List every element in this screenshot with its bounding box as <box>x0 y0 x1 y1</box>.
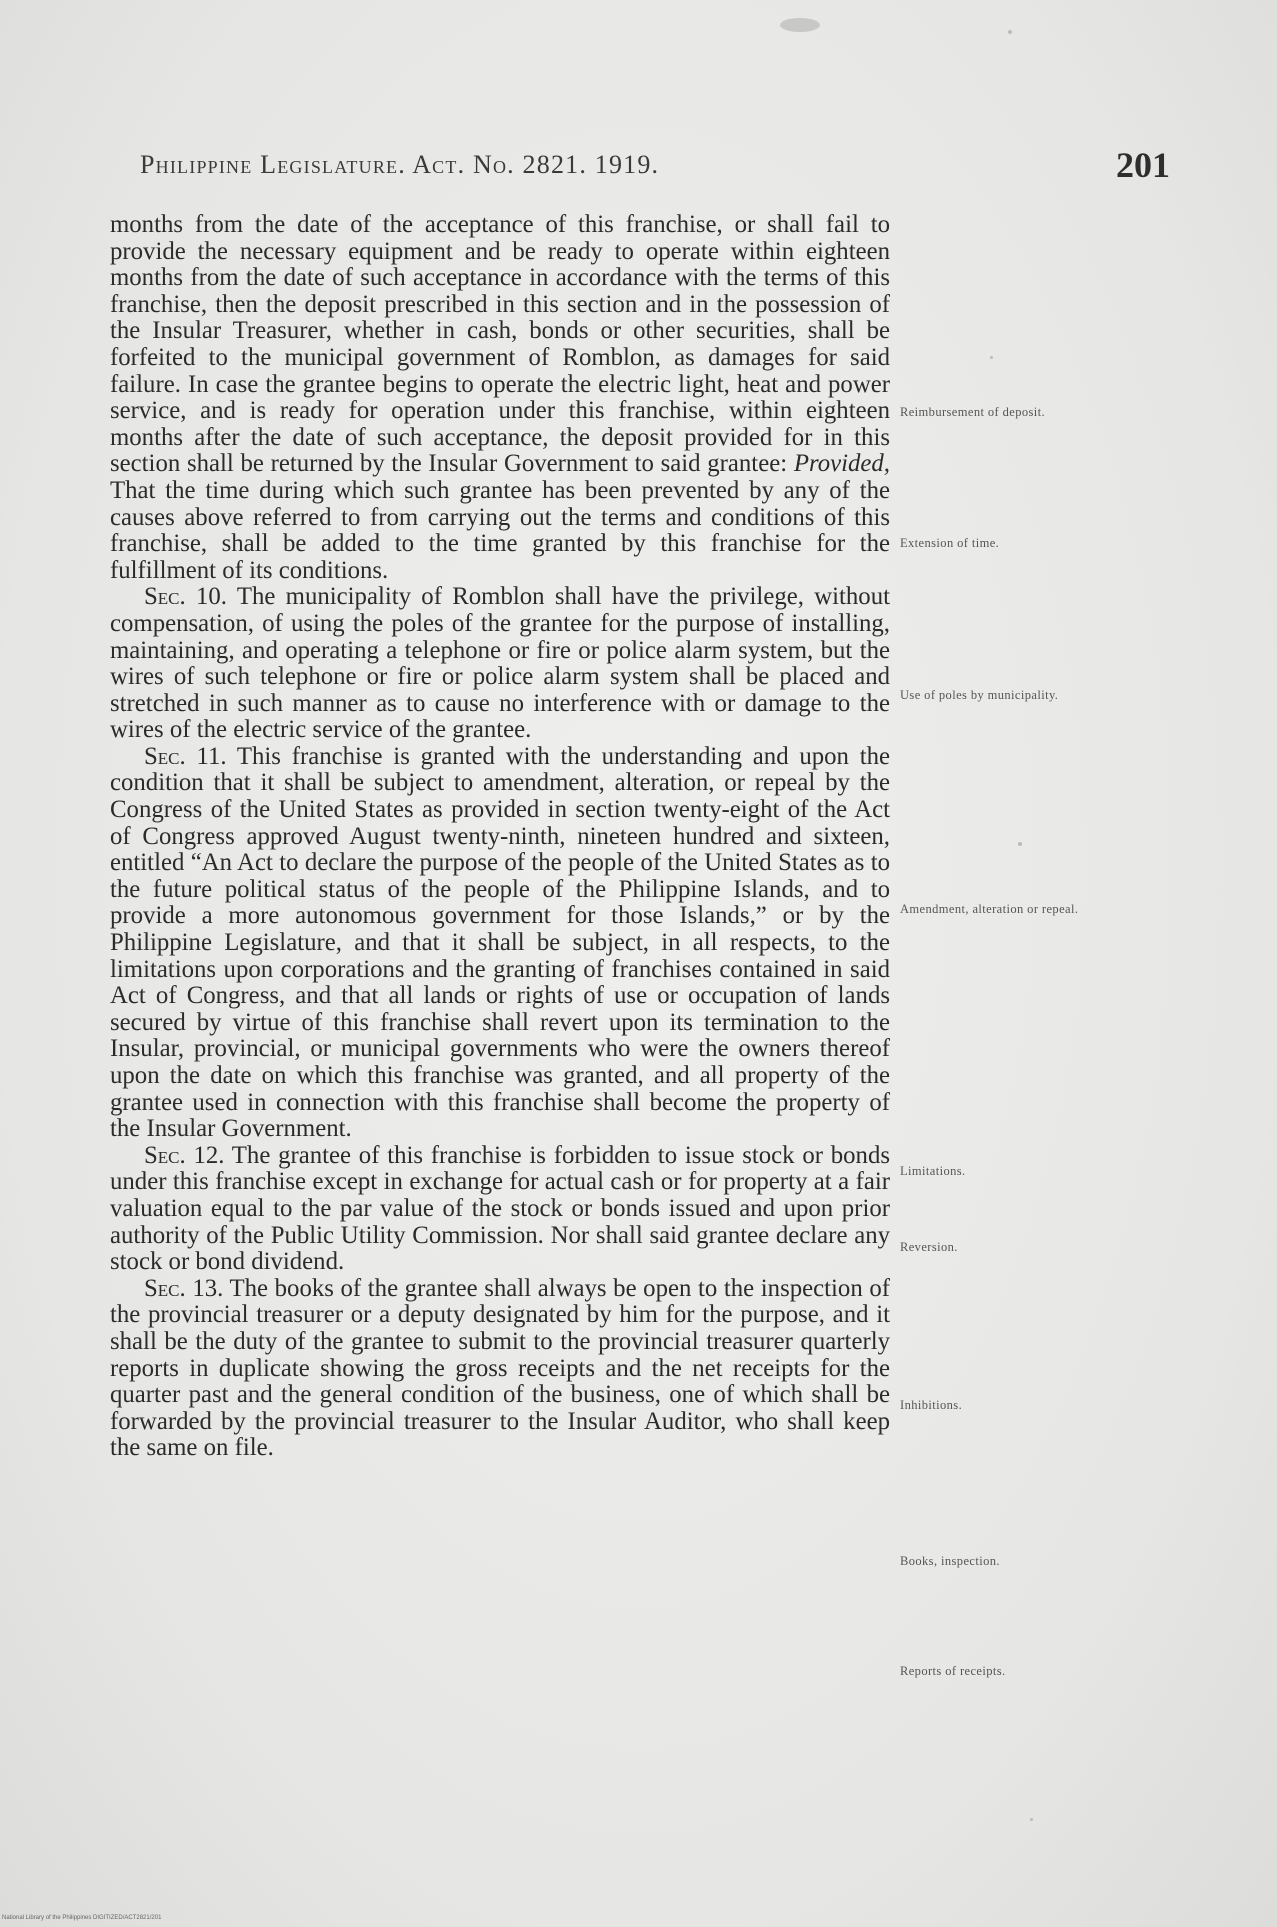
body-text <box>110 212 890 1462</box>
paragraph-text: months from the date of the acceptance of this franchise, or shall fail to provide the necessary equipment and be ready to operate within eighteen months from the date of such acceptance in accordance with the terms of this franchise, then the deposit prescribed in this section and in the possession of the Insular Treasurer, whether in cash, bonds or other securities, shall be forfeited to the municipal government of Romblon, as damages for said failure. In case the grantee begins to operate the electric light, heat and power service, and is ready for operation under this franchise, within eighteen months after the date of such acceptance, the deposit provided for in this section shall be returned by the Insular Government to said grantee: <box>110 211 890 478</box>
margin-note-reports: Reports of receipts. <box>900 1664 1006 1678</box>
margin-note-amendment: Amendment, alteration or repeal. <box>900 902 1079 916</box>
section-11 <box>110 744 890 1143</box>
paragraph-text: That the time during which such grantee has been prevented by any of the causes above referred to from carrying out the terms and conditions of this franchise, shall be added to the time granted by this franchise for the fulfillment of its conditions. <box>110 476 890 584</box>
proviso-word: Provided, <box>793 450 891 478</box>
scan-speck <box>1030 1818 1033 1821</box>
section-text: The books of the grantee shall always be open to the inspection of the provincial treasurer or a deputy designated by him for the purpose, and it shall be the duty of the grantee to submit to the provincial treasurer quarterly reports in duplicate showing the gross receipts and the net receipts for the quarter past and the general condition of the business, one of which shall be forwarded by the provincial treasurer to the Insular Auditor, who shall keep the same on file. <box>110 1274 890 1462</box>
running-head: Philippine Legislature. Act. No. 2821. 1919. <box>140 150 660 179</box>
section-label: Sec. 13. <box>144 1274 224 1302</box>
section-label: Sec. 11. <box>144 742 227 770</box>
scan-speck <box>1008 30 1012 34</box>
section-text: The grantee of this franchise is forbidden to issue stock or bonds under this franchise except in exchange for actual cash or for property at a fair valuation equal to the par value of the stock or bonds issued and upon prior authority of the Public Utility Commission. Nor shall said grantee declare any stock or bond dividend. <box>110 1141 890 1276</box>
section-label: Sec. 10. <box>144 583 227 611</box>
section-13 <box>110 1276 890 1462</box>
margin-note-limitations: Limitations. <box>900 1164 966 1178</box>
page-header <box>140 145 1170 190</box>
scan-speck <box>990 356 993 359</box>
section-10 <box>110 584 890 744</box>
page-number: 201 <box>1116 145 1170 185</box>
scan-speck <box>1018 842 1022 846</box>
margin-note-inhibitions: Inhibitions. <box>900 1398 963 1412</box>
scan-footer: National Library of the Philippines DIGITIZED/ACT2821/201 <box>2 1915 162 1921</box>
margin-note-extension: Extension of time. <box>900 536 1000 550</box>
margin-note-use-of-poles: Use of poles by municipality. <box>900 688 1059 702</box>
section-12 <box>110 1143 890 1276</box>
margin-note-reimbursement: Reimbursement of deposit. <box>900 405 1046 419</box>
section-text: The municipality of Romblon shall have the privilege, without compensation, of using the poles of the grantee for the purpose of installing, maintaining, and operating a telephone or fire or police alarm system, but the wires of such telephone or fire or police alarm system shall be placed and stretched in such manner as to cause no interference with or damage to the wires of the electric service of the grantee. <box>110 583 890 744</box>
section-label: Sec. 12. <box>144 1141 225 1169</box>
margin-note-books: Books, inspection. <box>900 1554 1000 1568</box>
margin-note-reversion: Reversion. <box>900 1240 958 1254</box>
scan-smudge <box>780 18 820 32</box>
paragraph-continued <box>110 212 890 584</box>
section-text: This franchise is granted with the understanding and upon the condition that it shall be subject to amendment, alteration, or repeal by the Congress of the United States as provided in section twenty-eight of the Act of Congress approved August twenty-ninth, nineteen hundred and sixteen, entitled “An Act to declare the purpose of the people of the United States as to the future political status of the people of the Philippine Islands, and to provide a more autonomous government for those Islands,” or by the Philippine Legislature, and that it shall be subject, in all respects, to the limitations upon corporations and the granting of franchises contained in said Act of Congress, and that all lands or rights of use or occupation of lands secured by virtue of this franchise shall revert upon its termination to the Insular, provincial, or municipal governments who were the owners thereof upon the date on which this franchise was granted, and all property of the grantee used in connection with this franchise shall become the property of the Insular Government. <box>110 742 890 1143</box>
